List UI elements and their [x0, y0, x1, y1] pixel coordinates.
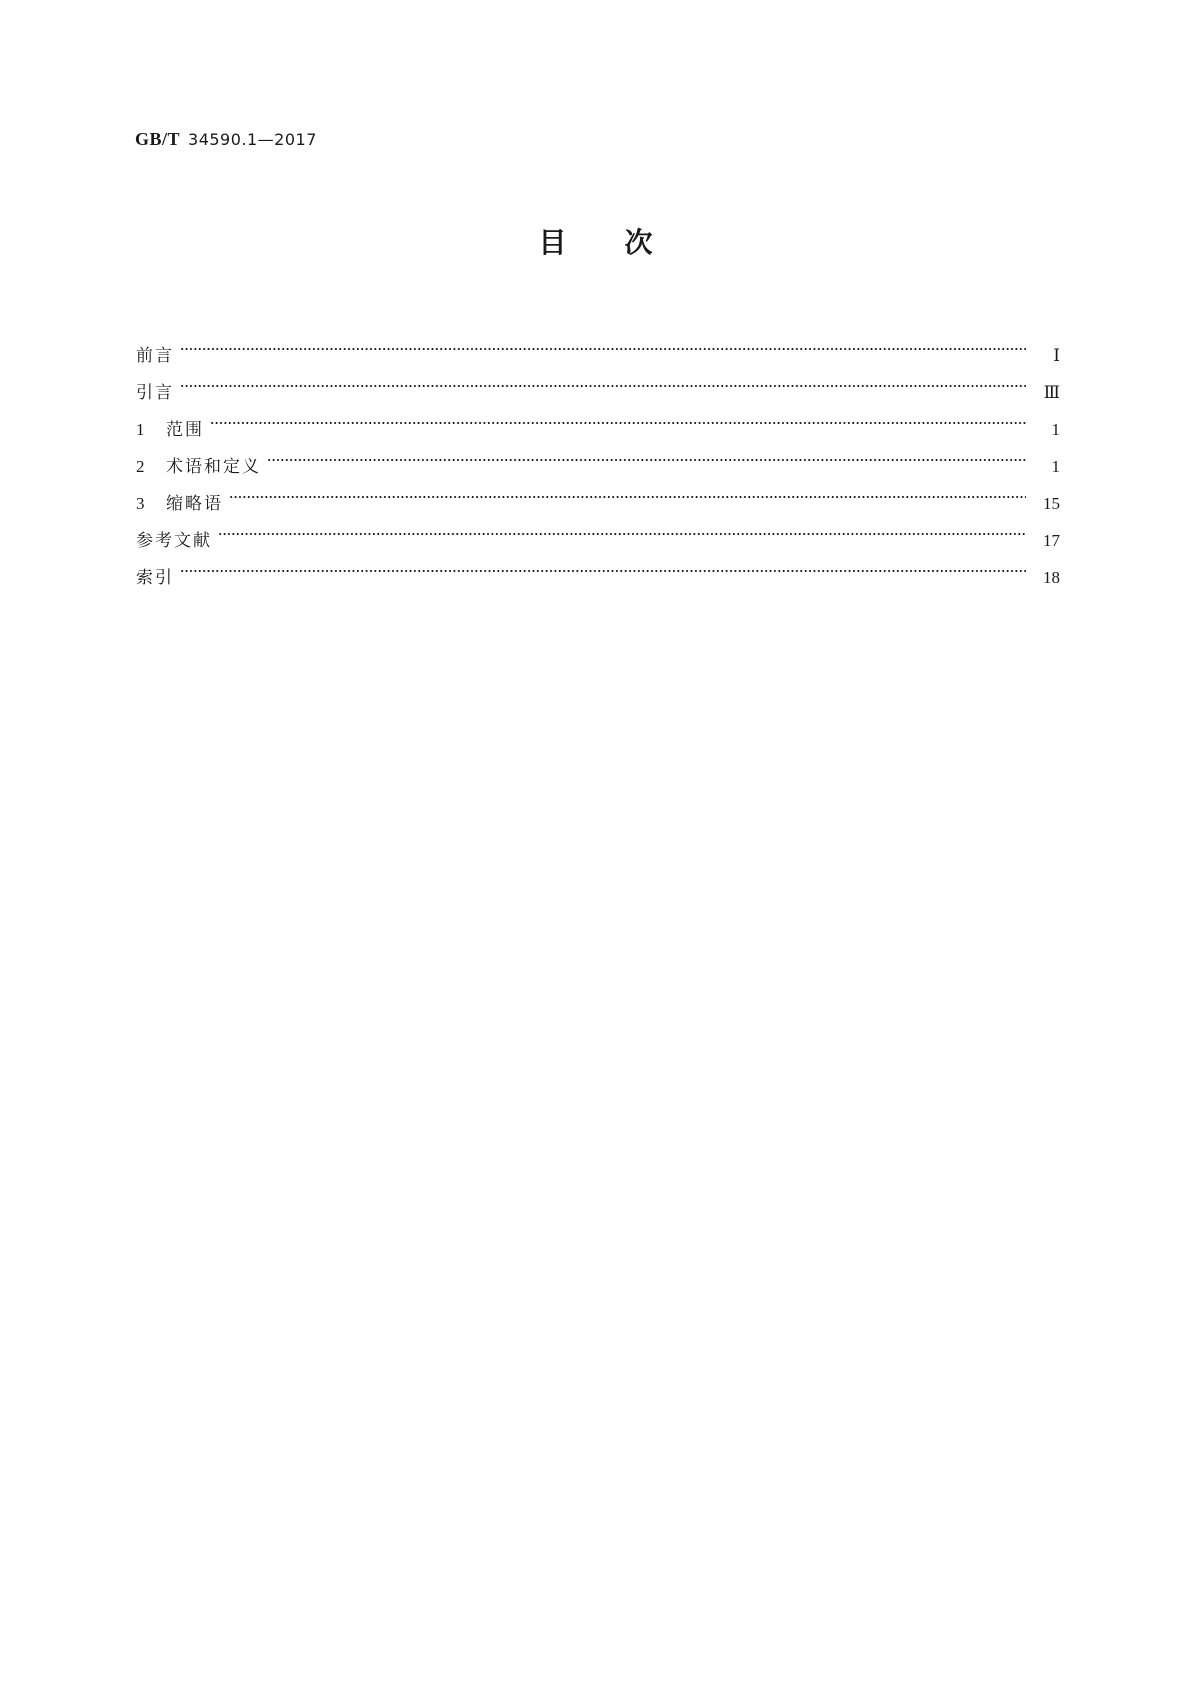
- dot-leader: [210, 398, 1030, 435]
- toc-entry-bibliography[interactable]: [136, 509, 1060, 551]
- toc-entry-number: 3: [136, 494, 145, 513]
- toc-entry-label: 术语和定义: [166, 457, 261, 477]
- toc-entry-label: 缩略语: [166, 494, 223, 514]
- toc-entry-label: 范围: [166, 420, 204, 440]
- toc-entry-index[interactable]: [136, 546, 1060, 588]
- toc-entry-abbreviations[interactable]: [136, 472, 1060, 514]
- toc-entry-terms-and-definitions[interactable]: [136, 435, 1060, 477]
- toc-entry-page: Ⅲ: [1043, 383, 1060, 402]
- toc-entry-page: 15: [1043, 494, 1060, 513]
- toc-entry-page: 1: [1051, 457, 1060, 476]
- standard-number: 34590.1—2017: [188, 130, 317, 149]
- dot-leader: [180, 324, 1030, 361]
- toc-entry-label: 参考文献: [136, 531, 212, 551]
- toc-entry-label: 前言: [136, 346, 174, 366]
- page-title-char-1: 目: [538, 226, 567, 259]
- dot-leader: [218, 509, 1030, 546]
- dot-leader: [180, 546, 1030, 583]
- toc-entry-introduction[interactable]: [136, 361, 1060, 403]
- page-title-char-2: 次: [624, 226, 653, 259]
- standard-prefix: GB/T: [135, 129, 181, 149]
- dot-leader: [180, 361, 1030, 398]
- toc-entry-label: 索引: [136, 568, 174, 588]
- standard-code: [135, 128, 317, 151]
- toc-entry-label: 引言: [136, 383, 174, 403]
- toc-entry-page: 1: [1051, 420, 1060, 439]
- toc-entry-page: Ⅰ: [1053, 346, 1060, 365]
- page-title: [0, 225, 1191, 261]
- table-of-contents: [136, 324, 1060, 588]
- dot-leader: [267, 435, 1030, 472]
- toc-entry-number: 2: [136, 457, 145, 476]
- toc-entry-number: 1: [136, 420, 145, 439]
- toc-entry-page: 18: [1043, 568, 1060, 587]
- toc-entry-scope[interactable]: [136, 398, 1060, 440]
- toc-entry-page: 17: [1043, 531, 1060, 550]
- dot-leader: [229, 472, 1030, 509]
- toc-entry-foreword[interactable]: [136, 324, 1060, 366]
